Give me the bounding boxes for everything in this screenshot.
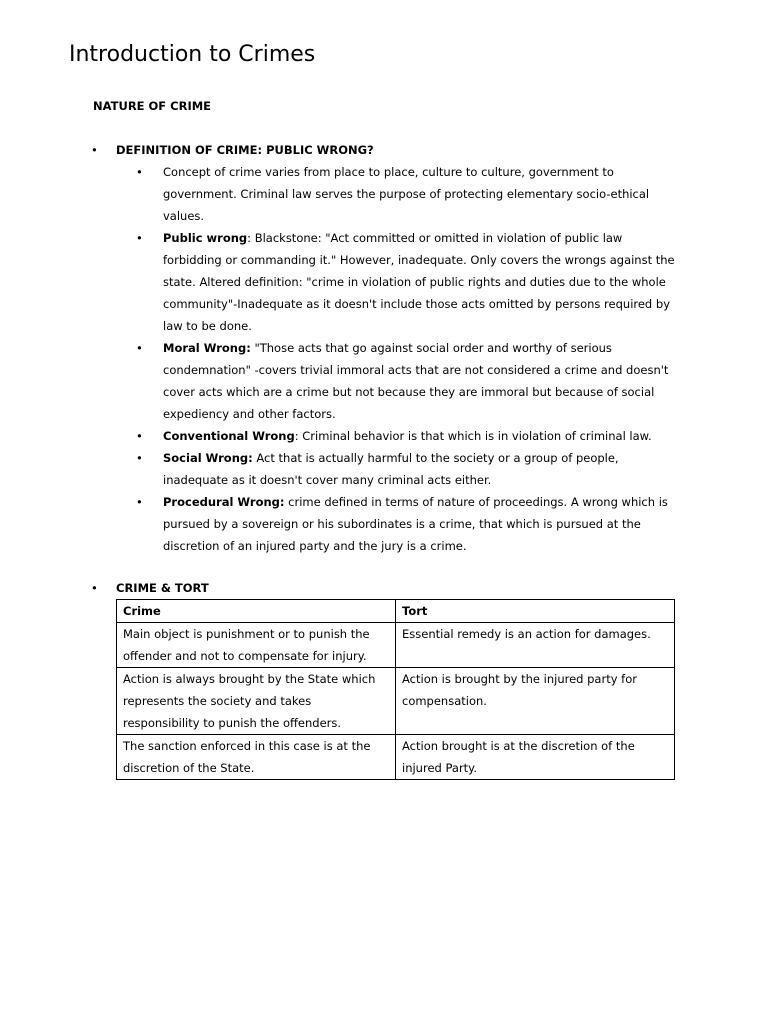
section-heading: NATURE OF CRIME <box>93 99 212 113</box>
outer-bullet: • <box>91 143 98 157</box>
table-cell: Essential remedy is an action for damages. <box>396 623 675 668</box>
item-label: Procedural Wrong: <box>163 495 285 509</box>
table-cell: Action is brought by the injured party for compensation. <box>396 668 675 735</box>
table-cell: Action is always brought by the State which represents the society and takes responsibility to punish the offenders. <box>117 668 396 735</box>
table-row <box>117 668 675 735</box>
definition-heading: DEFINITION OF CRIME: PUBLIC WRONG? <box>116 143 374 157</box>
item-label: Social Wrong: <box>163 451 253 465</box>
item-text: Act that is actually harmful to the society or a group of people, inadequate as it doesn't cover many criminal acts either. <box>163 451 619 487</box>
list-item-moral-wrong <box>136 337 678 425</box>
list-item-concept <box>136 161 678 227</box>
column-header-crime: Crime <box>117 600 396 623</box>
item-text: : Blackstone: "Act committed or omitted in violation of public law forbidding or commanding it." However, inadequate. Only covers the wrongs against the state. Altered definition: "crime in violation of public rights and duties due to the whole community"-Inadequate as it doesn't include those acts omitted by persons required by law to be done. <box>163 231 675 333</box>
outer-bullet: • <box>91 581 98 595</box>
item-text: : Criminal behavior is that which is in violation of criminal law. <box>294 429 652 443</box>
sub-bullet: • <box>136 341 143 355</box>
sub-bullet: • <box>136 429 143 443</box>
list-item-conventional-wrong <box>136 425 678 447</box>
table-header-row <box>117 600 675 623</box>
item-text: crime defined in terms of nature of proceedings. A wrong which is pursued by a sovereign or his subordinates is a crime, that which is pursued at the discretion of an injured party and the jury is a crime. <box>163 495 668 553</box>
table-cell: The sanction enforced in this case is at the discretion of the State. <box>117 735 396 780</box>
column-header-tort: Tort <box>396 600 675 623</box>
table-row <box>117 735 675 780</box>
crime-tort-heading: CRIME & TORT <box>116 581 209 595</box>
item-label: Moral Wrong: <box>163 341 251 355</box>
page-title: Introduction to Crimes <box>69 42 316 67</box>
list-item-procedural-wrong <box>136 491 678 557</box>
table-cell: Main object is punishment or to punish the offender and not to compensate for injury. <box>117 623 396 668</box>
crime-tort-table <box>116 599 675 780</box>
sub-bullet: • <box>136 231 143 245</box>
sub-bullet: • <box>136 451 143 465</box>
item-label: Conventional Wrong <box>163 429 295 443</box>
sub-bullet: • <box>136 495 143 509</box>
sub-bullet: • <box>136 165 143 179</box>
item-text: "Those acts that go against social order and worthy of serious condemnation" -covers trivial immoral acts that are not considered a crime and doesn't cover acts which are a crime but not because they are immoral but because of social expediency and other factors. <box>163 341 669 421</box>
table-row <box>117 623 675 668</box>
table-cell: Action brought is at the discretion of the injured Party. <box>396 735 675 780</box>
item-text: Concept of crime varies from place to place, culture to culture, government to government. Criminal law serves the purpose of protecting elementary socio-ethical values. <box>163 165 650 223</box>
list-item-social-wrong <box>136 447 678 491</box>
item-label: Public wrong <box>163 231 248 245</box>
list-item-public-wrong <box>136 227 678 337</box>
